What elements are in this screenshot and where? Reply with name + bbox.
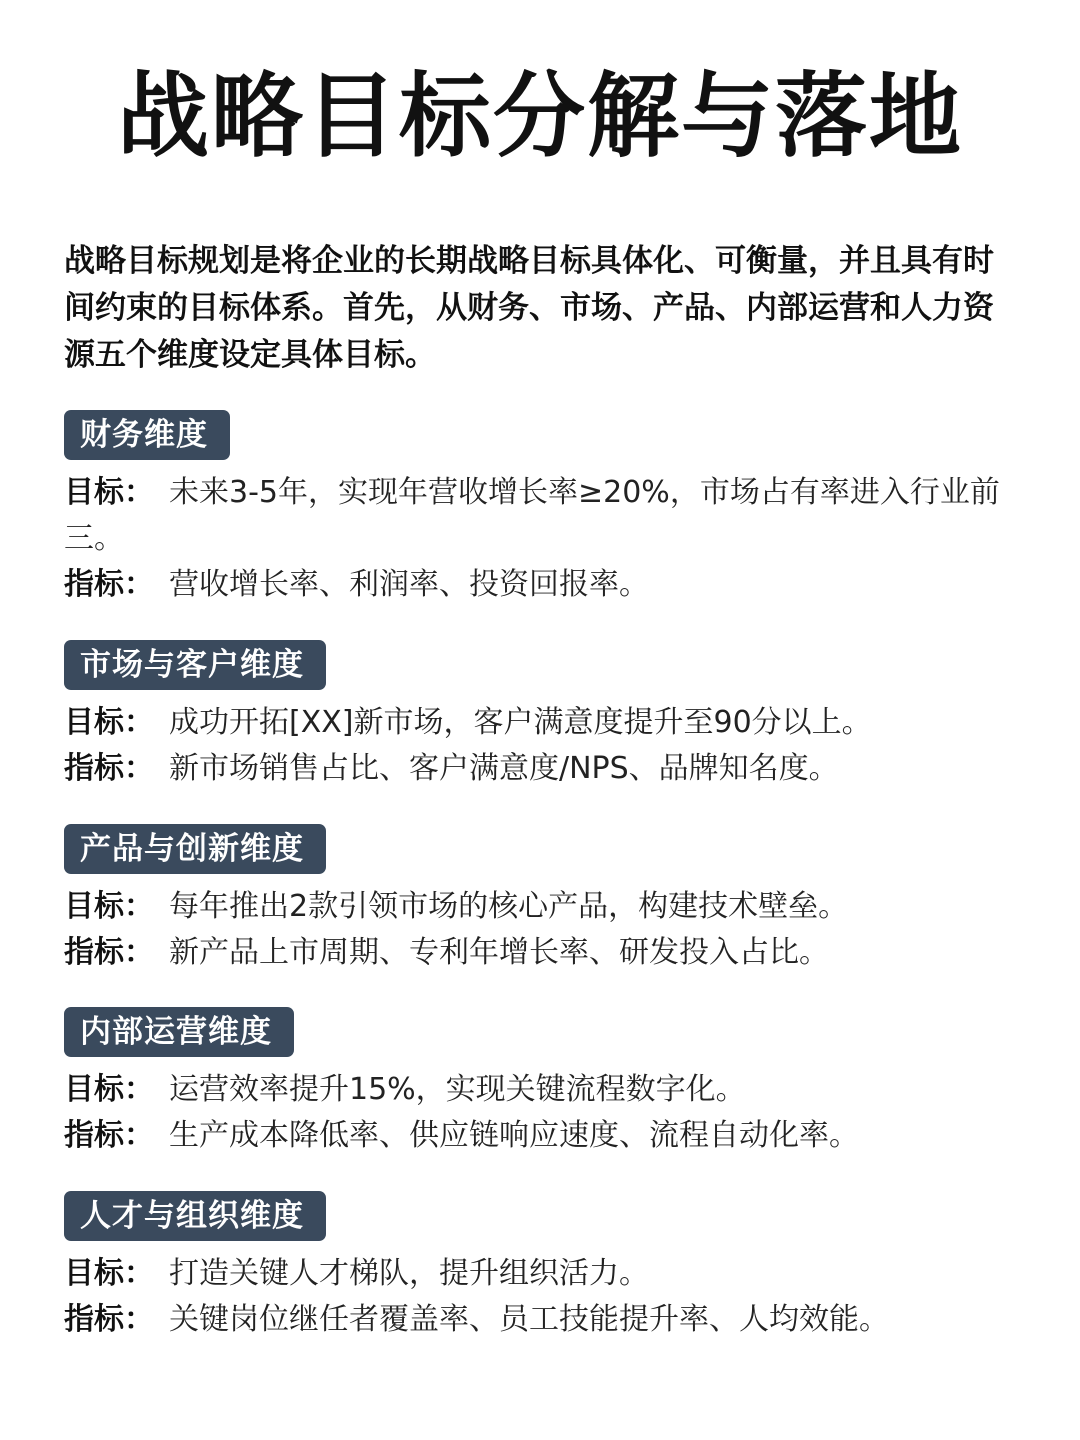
goal-line [64, 700, 1024, 746]
goal-text: 打造关键人才梯队，提升组织活力。 [169, 1256, 649, 1291]
goal-label: 目标： [64, 889, 154, 924]
section-product-innovation [64, 824, 1024, 976]
metric-text: 生产成本降低率、供应链响应速度、流程自动化率。 [169, 1118, 859, 1153]
section-tag: 人才与组织维度 [64, 1191, 326, 1241]
goal-line [64, 470, 1024, 562]
metric-line [64, 562, 1024, 608]
goal-text: 运营效率提升15%，实现关键流程数字化。 [169, 1072, 746, 1107]
section-internal-operations [64, 1007, 1024, 1159]
metric-line [64, 746, 1024, 792]
metric-label: 指标： [64, 1118, 154, 1153]
metric-label: 指标： [64, 1302, 154, 1337]
metric-label: 指标： [64, 935, 154, 970]
metric-text: 新产品上市周期、专利年增长率、研发投入占比。 [169, 935, 829, 970]
intro-paragraph: 战略目标规划是将企业的长期战略目标具体化、可衡量，并且具有时间约束的目标体系。首先，从财务、市场、产品、内部运营和人力资源五个维度设定具体目标。 [64, 243, 994, 373]
goal-text: 成功开拓[XX]新市场，客户满意度提升至90分以上。 [169, 705, 872, 740]
metric-text: 营收增长率、利润率、投资回报率。 [169, 567, 649, 602]
metric-label: 指标： [64, 751, 154, 786]
goal-text: 每年推出2款引领市场的核心产品，构建技术壁垒。 [169, 889, 849, 924]
metric-line [64, 1113, 1024, 1159]
metric-text: 关键岗位继任者覆盖率、员工技能提升率、人均效能。 [169, 1302, 889, 1337]
goal-text: 未来3-5年，实现年营收增长率≥20%，市场占有率进入行业前三。 [64, 475, 1000, 556]
section-tag: 产品与创新维度 [64, 824, 326, 874]
metric-line [64, 1297, 1024, 1343]
page-title: 战略目标分解与落地 [116, 63, 963, 170]
section-tag: 市场与客户维度 [64, 640, 326, 690]
section-market-customer [64, 640, 1024, 792]
metric-text: 新市场销售占比、客户满意度/NPS、品牌知名度。 [169, 751, 839, 786]
goal-line [64, 1067, 1024, 1113]
section-tag: 财务维度 [64, 410, 230, 460]
section-finance [64, 410, 1024, 608]
section-talent-organization [64, 1191, 1024, 1343]
goal-label: 目标： [64, 705, 154, 740]
section-tag: 内部运营维度 [64, 1007, 294, 1057]
goal-line [64, 1251, 1024, 1297]
goal-label: 目标： [64, 1256, 154, 1291]
goal-line [64, 884, 1024, 930]
metric-label: 指标： [64, 567, 154, 602]
goal-label: 目标： [64, 475, 154, 510]
goal-label: 目标： [64, 1072, 154, 1107]
metric-line [64, 930, 1024, 976]
